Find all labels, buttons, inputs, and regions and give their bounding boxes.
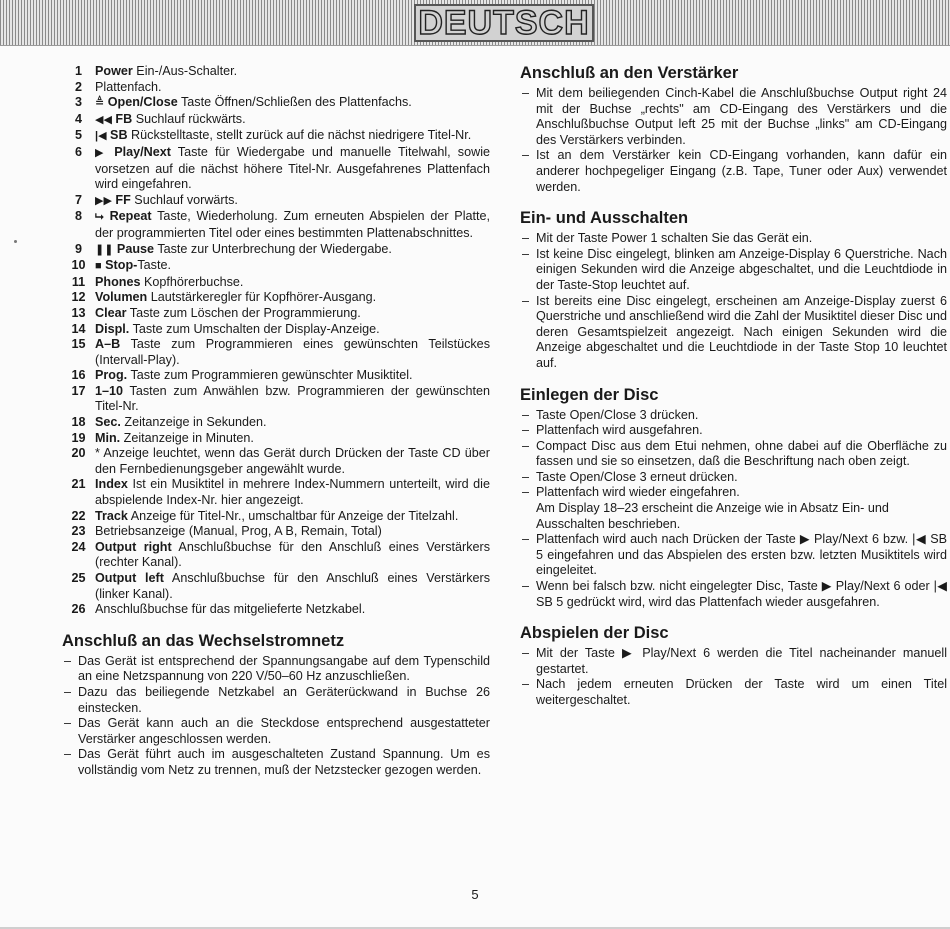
control-text xyxy=(95,128,490,145)
control-text xyxy=(95,80,490,96)
control-number: 6 xyxy=(74,144,82,159)
control-text xyxy=(95,275,490,291)
section-title-netz: Anschluß an das Wechselstromnetz xyxy=(62,631,345,650)
einlegen-list xyxy=(520,408,947,502)
control-label: Displ. xyxy=(95,321,130,336)
control-glyph-icon: ▶▶ xyxy=(95,194,112,207)
control-description: Anschlußbuchse für den Anschluß eines Verstärkers (linker Kanal). xyxy=(95,571,490,601)
list-item: – Taste Open/Close 3 erneut drücken. xyxy=(520,470,947,486)
list-item: – Plattenfach wird ausgefahren. xyxy=(520,423,947,439)
control-description: Zeitanzeige in Minuten. xyxy=(120,430,254,445)
section-title-abspielen: Abspielen der Disc xyxy=(520,624,669,643)
control-text xyxy=(95,242,490,259)
control-description: Tasten zum Anwählen bzw. Programmieren der gewünschten Titel-Nr. xyxy=(95,383,490,414)
control-number: 15 xyxy=(71,337,86,352)
control-text xyxy=(95,571,490,602)
einaus-list xyxy=(520,231,947,371)
control-label: A–B xyxy=(95,337,121,352)
control-number: 25 xyxy=(71,571,86,585)
control-number: 24 xyxy=(71,539,86,554)
control-text xyxy=(95,95,490,112)
list-item: – Plattenfach wird auch nach Drücken der Taste ▶ Play/Next 6 bzw. |◀ SB 5 eingefahren und das Abspielen des ersten bzw. letzten Musiktitels wird eingeleitet. xyxy=(520,532,947,579)
control-description: Taste. xyxy=(137,258,171,273)
control-item xyxy=(62,384,490,415)
control-number: 20 xyxy=(71,446,86,461)
einlegen-list-cont xyxy=(520,532,947,610)
control-text xyxy=(95,337,490,368)
control-number: 17 xyxy=(71,383,86,398)
list-item: – Taste Open/Close 3 drücken. xyxy=(520,408,947,424)
control-description: Betriebsanzeige (Manual, Prog, A B, Remain, Total) xyxy=(95,524,382,539)
control-label: Stop- xyxy=(101,258,138,273)
control-label: Pause xyxy=(113,241,155,256)
control-label: Phones xyxy=(95,274,141,289)
einlegen-note: Am Display 18–23 erscheint die Anzeige wie in Absatz Ein- und Ausschalten beschrieben. xyxy=(536,501,889,531)
control-text xyxy=(95,193,490,210)
control-item xyxy=(62,540,490,571)
control-text xyxy=(95,446,490,477)
control-item xyxy=(62,145,490,193)
control-item xyxy=(62,128,490,145)
page-title: DEUTSCH xyxy=(418,4,590,42)
control-item xyxy=(62,209,490,241)
control-item xyxy=(62,322,490,338)
control-glyph-icon: ❚❚ xyxy=(95,243,114,256)
control-item xyxy=(62,337,490,368)
list-item: – Das Gerät ist entsprechend der Spannungsangabe auf dem Typenschild an eine Netzspannung von 220 V/50–60 Hz anzuschließen. xyxy=(62,654,490,685)
control-number: 22 xyxy=(71,508,86,523)
control-description: Anschlußbuchse für den Anschluß eines Verstärkers (rechter Kanal). xyxy=(95,539,490,570)
page-title-box xyxy=(414,4,594,42)
control-description: Taste zum Programmieren eines gewünschten Teilstückes (Intervall-Play). xyxy=(95,337,490,367)
control-description: Lautstärkeregler für Kopfhörer-Ausgang. xyxy=(147,290,377,305)
control-number: 2 xyxy=(74,79,82,94)
control-text xyxy=(95,258,490,275)
control-item xyxy=(62,306,490,322)
control-glyph-icon: ■ xyxy=(95,260,102,273)
control-item xyxy=(62,80,490,96)
list-item: – Ist keine Disc eingelegt, blinken am Anzeige-Display 6 Querstriche. Nach einigen Sekunden wird die Anzeige abgeschaltet, und die Leuchtdiode in der Taste-Stop leuchtet auf. xyxy=(520,247,947,294)
control-number: 13 xyxy=(71,305,86,320)
control-item xyxy=(62,509,490,525)
control-item xyxy=(62,242,490,259)
list-item: – Ist bereits eine Disc eingelegt, erscheinen am Anzeige-Display zuerst 6 Querstriche und anschließend wird die Zahl der Musiktitel dieser Disc und deren Gesamtspielzeit angezeigt. Nach einigen Sekunden wird die Anzeige abgeschaltet und die Leuchtdiode in der Taste Stop 10 leuchtet auf. xyxy=(520,294,947,372)
control-text xyxy=(95,112,490,129)
control-text xyxy=(95,602,490,618)
control-description: Ist ein Musiktitel in mehrere Index-Nummern unterteilt, wird die abspielende Index-Nr. hier angezeigt. xyxy=(95,477,490,508)
control-description: Taste für Wiedergabe und manuelle Titelwahl, sowie vorsetzen auf die nächst höhere Titel-Nr. Ausgefahrenes Plattenfach wird eingefahren. xyxy=(95,144,490,192)
control-item xyxy=(62,193,490,210)
control-label: Output right xyxy=(95,539,172,554)
scan-dot xyxy=(14,240,17,243)
control-text xyxy=(95,306,490,322)
control-number: 26 xyxy=(71,602,86,617)
control-number: 12 xyxy=(71,290,86,305)
control-item xyxy=(62,571,490,602)
control-text xyxy=(95,368,490,384)
control-label: Index xyxy=(95,477,128,492)
control-text xyxy=(95,145,490,193)
control-label: FB xyxy=(111,111,133,126)
control-description: Taste zum Umschalten der Display-Anzeige. xyxy=(129,321,380,336)
control-description: Ein-/Aus-Schalter. xyxy=(132,64,238,78)
control-text xyxy=(95,509,490,525)
control-description: * Anzeige leuchtet, wenn das Gerät durch Drücken der Taste CD über den Fernbedienungsgeber angewählt wurde. xyxy=(95,446,490,476)
control-label: Min. xyxy=(95,430,121,445)
control-label: Volumen xyxy=(95,290,148,305)
control-description: Suchlauf rückwärts. xyxy=(132,111,246,126)
list-item: – Das Gerät führt auch im ausgeschalteten Zustand Spannung. Um es vollständig vom Netz zu trennen, muß der Netzstecker gezogen werden. xyxy=(62,747,490,778)
control-text xyxy=(95,477,490,508)
controls-list xyxy=(62,64,490,618)
left-column xyxy=(62,64,490,779)
right-column xyxy=(520,64,947,709)
control-number: 23 xyxy=(71,524,86,539)
control-number: 16 xyxy=(71,368,86,383)
control-text xyxy=(95,540,490,571)
control-description: Taste Öffnen/Schließen des Plattenfachs. xyxy=(177,95,412,110)
control-label: Output left xyxy=(95,571,164,585)
control-item xyxy=(62,368,490,384)
control-item xyxy=(62,431,490,447)
control-glyph-icon: |◀ xyxy=(95,130,107,143)
list-item: – Nach jedem erneuten Drücken der Taste wird um einen Titel weitergeschaltet. xyxy=(520,677,947,708)
list-item: – Plattenfach wird wieder eingefahren. xyxy=(520,485,947,501)
control-description: Taste zur Unterbrechung der Wiedergabe. xyxy=(154,241,392,256)
list-item: – Wenn bei falsch bzw. nicht eingelegter Disc, Taste ▶ Play/Next 6 oder |◀ SB 5 gedrückt wird, wird das Plattenfach wieder ausgefahren. xyxy=(520,579,947,610)
control-text xyxy=(95,431,490,447)
control-description: Taste, Wiederholung. Zum erneuten Abspielen der Platte, der programmierten Titel oder eines bestimmten Plattenabschnittes. xyxy=(95,209,491,240)
control-number: 4 xyxy=(74,111,82,126)
list-item: – Compact Disc aus dem Etui nehmen, ohne dabei auf die Oberfläche zu fassen und sie so einsetzen, daß die Beschriftung nach oben zeigt. xyxy=(520,439,947,470)
control-number: 5 xyxy=(74,128,82,143)
control-label: Power xyxy=(95,64,133,78)
control-item xyxy=(62,415,490,431)
control-item xyxy=(62,477,490,508)
control-label: Prog. xyxy=(95,368,128,383)
control-item xyxy=(62,95,490,112)
control-text xyxy=(95,524,490,540)
control-label: Repeat xyxy=(103,209,152,224)
control-text xyxy=(95,384,490,415)
section-title-einaus: Ein- und Ausschalten xyxy=(520,209,689,228)
control-label: Play/Next xyxy=(107,144,171,159)
control-number: 8 xyxy=(74,209,82,224)
control-description: Suchlauf vorwärts. xyxy=(130,192,238,207)
control-label: FF xyxy=(111,192,131,207)
control-text xyxy=(95,209,490,241)
control-number: 3 xyxy=(74,95,82,110)
list-item: – Dazu das beiliegende Netzkabel an Geräterückwand in Buchse 26 einstecken. xyxy=(62,685,490,716)
control-description: Plattenfach. xyxy=(95,79,162,94)
abspielen-list xyxy=(520,646,947,708)
control-description: Zeitanzeige in Sekunden. xyxy=(120,415,267,430)
control-item xyxy=(62,64,490,80)
control-number: 19 xyxy=(71,430,86,445)
control-label: Track xyxy=(95,508,128,523)
verstaerker-list xyxy=(520,86,947,195)
list-item: – Ist an dem Verstärker kein CD-Eingang vorhanden, kann dafür ein anderer hochpegeliger Eingang (z.B. Tape, Tuner oder Aux) verwendet werden. xyxy=(520,148,947,195)
list-item: – Mit der Taste ▶ Play/Next 6 werden die Titel nacheinander manuell gestartet. xyxy=(520,646,947,677)
control-number: 10 xyxy=(71,258,86,273)
control-text xyxy=(95,415,490,431)
control-number: 21 xyxy=(71,477,86,492)
control-description: Taste zum Löschen der Programmierung. xyxy=(126,305,361,320)
control-item xyxy=(62,112,490,129)
list-item: – Mit dem beiliegenden Cinch-Kabel die Anschlußbuchse Output right 24 mit der Buchse „rechts" am CD-Eingang des Verstärkers und die Anschlußbuchse Output left 25 mit der Buchse „links" am CD-Eingang des Verstärkers verbinden. xyxy=(520,86,947,148)
control-glyph-icon: ▶ xyxy=(95,146,108,159)
control-description: Rückstelltaste, stellt zurück auf die nächst niedrigere Titel-Nr. xyxy=(127,128,472,143)
control-text xyxy=(95,64,490,80)
control-item xyxy=(62,290,490,306)
control-description: Kopfhörerbuchse. xyxy=(140,274,244,289)
control-glyph-icon: ≜ xyxy=(95,97,105,110)
section-title-einlegen: Einlegen der Disc xyxy=(520,385,659,404)
section-title-verstaerker: Anschluß an den Verstärker xyxy=(520,64,739,82)
control-label: Clear xyxy=(95,305,127,320)
control-label: 1–10 xyxy=(95,383,124,398)
control-item xyxy=(62,602,490,618)
control-label: SB xyxy=(106,128,128,143)
control-description: Taste zum Programmieren gewünschter Musiktitel. xyxy=(127,368,413,383)
list-item: – Das Gerät kann auch an die Steckdose entsprechend ausgestatteter Verstärker angeschlossen werden. xyxy=(62,716,490,747)
control-description: Anschlußbuchse für das mitgelieferte Netzkabel. xyxy=(95,602,366,617)
control-glyph-icon: ◀◀ xyxy=(95,113,112,126)
page-number: 5 xyxy=(471,887,479,902)
control-number: 11 xyxy=(71,274,86,289)
control-number: 18 xyxy=(71,415,86,430)
list-item: – Mit der Taste Power 1 schalten Sie das Gerät ein. xyxy=(520,231,947,247)
control-item xyxy=(62,524,490,540)
control-item xyxy=(62,258,490,275)
control-item xyxy=(62,275,490,291)
control-description: Anzeige für Titel-Nr., umschaltbar für Anzeige der Titelzahl. xyxy=(127,508,459,523)
control-number: 7 xyxy=(74,192,82,207)
control-label: Open/Close xyxy=(104,95,178,110)
control-number: 9 xyxy=(74,241,82,256)
netz-list xyxy=(62,654,490,779)
control-glyph-icon: ⮡ xyxy=(95,211,104,224)
control-text xyxy=(95,322,490,338)
control-label: Sec. xyxy=(95,415,121,430)
control-text xyxy=(95,290,490,306)
control-number: 14 xyxy=(71,321,86,336)
header-band xyxy=(0,0,950,46)
control-item xyxy=(62,446,490,477)
control-number: 1 xyxy=(74,64,82,78)
